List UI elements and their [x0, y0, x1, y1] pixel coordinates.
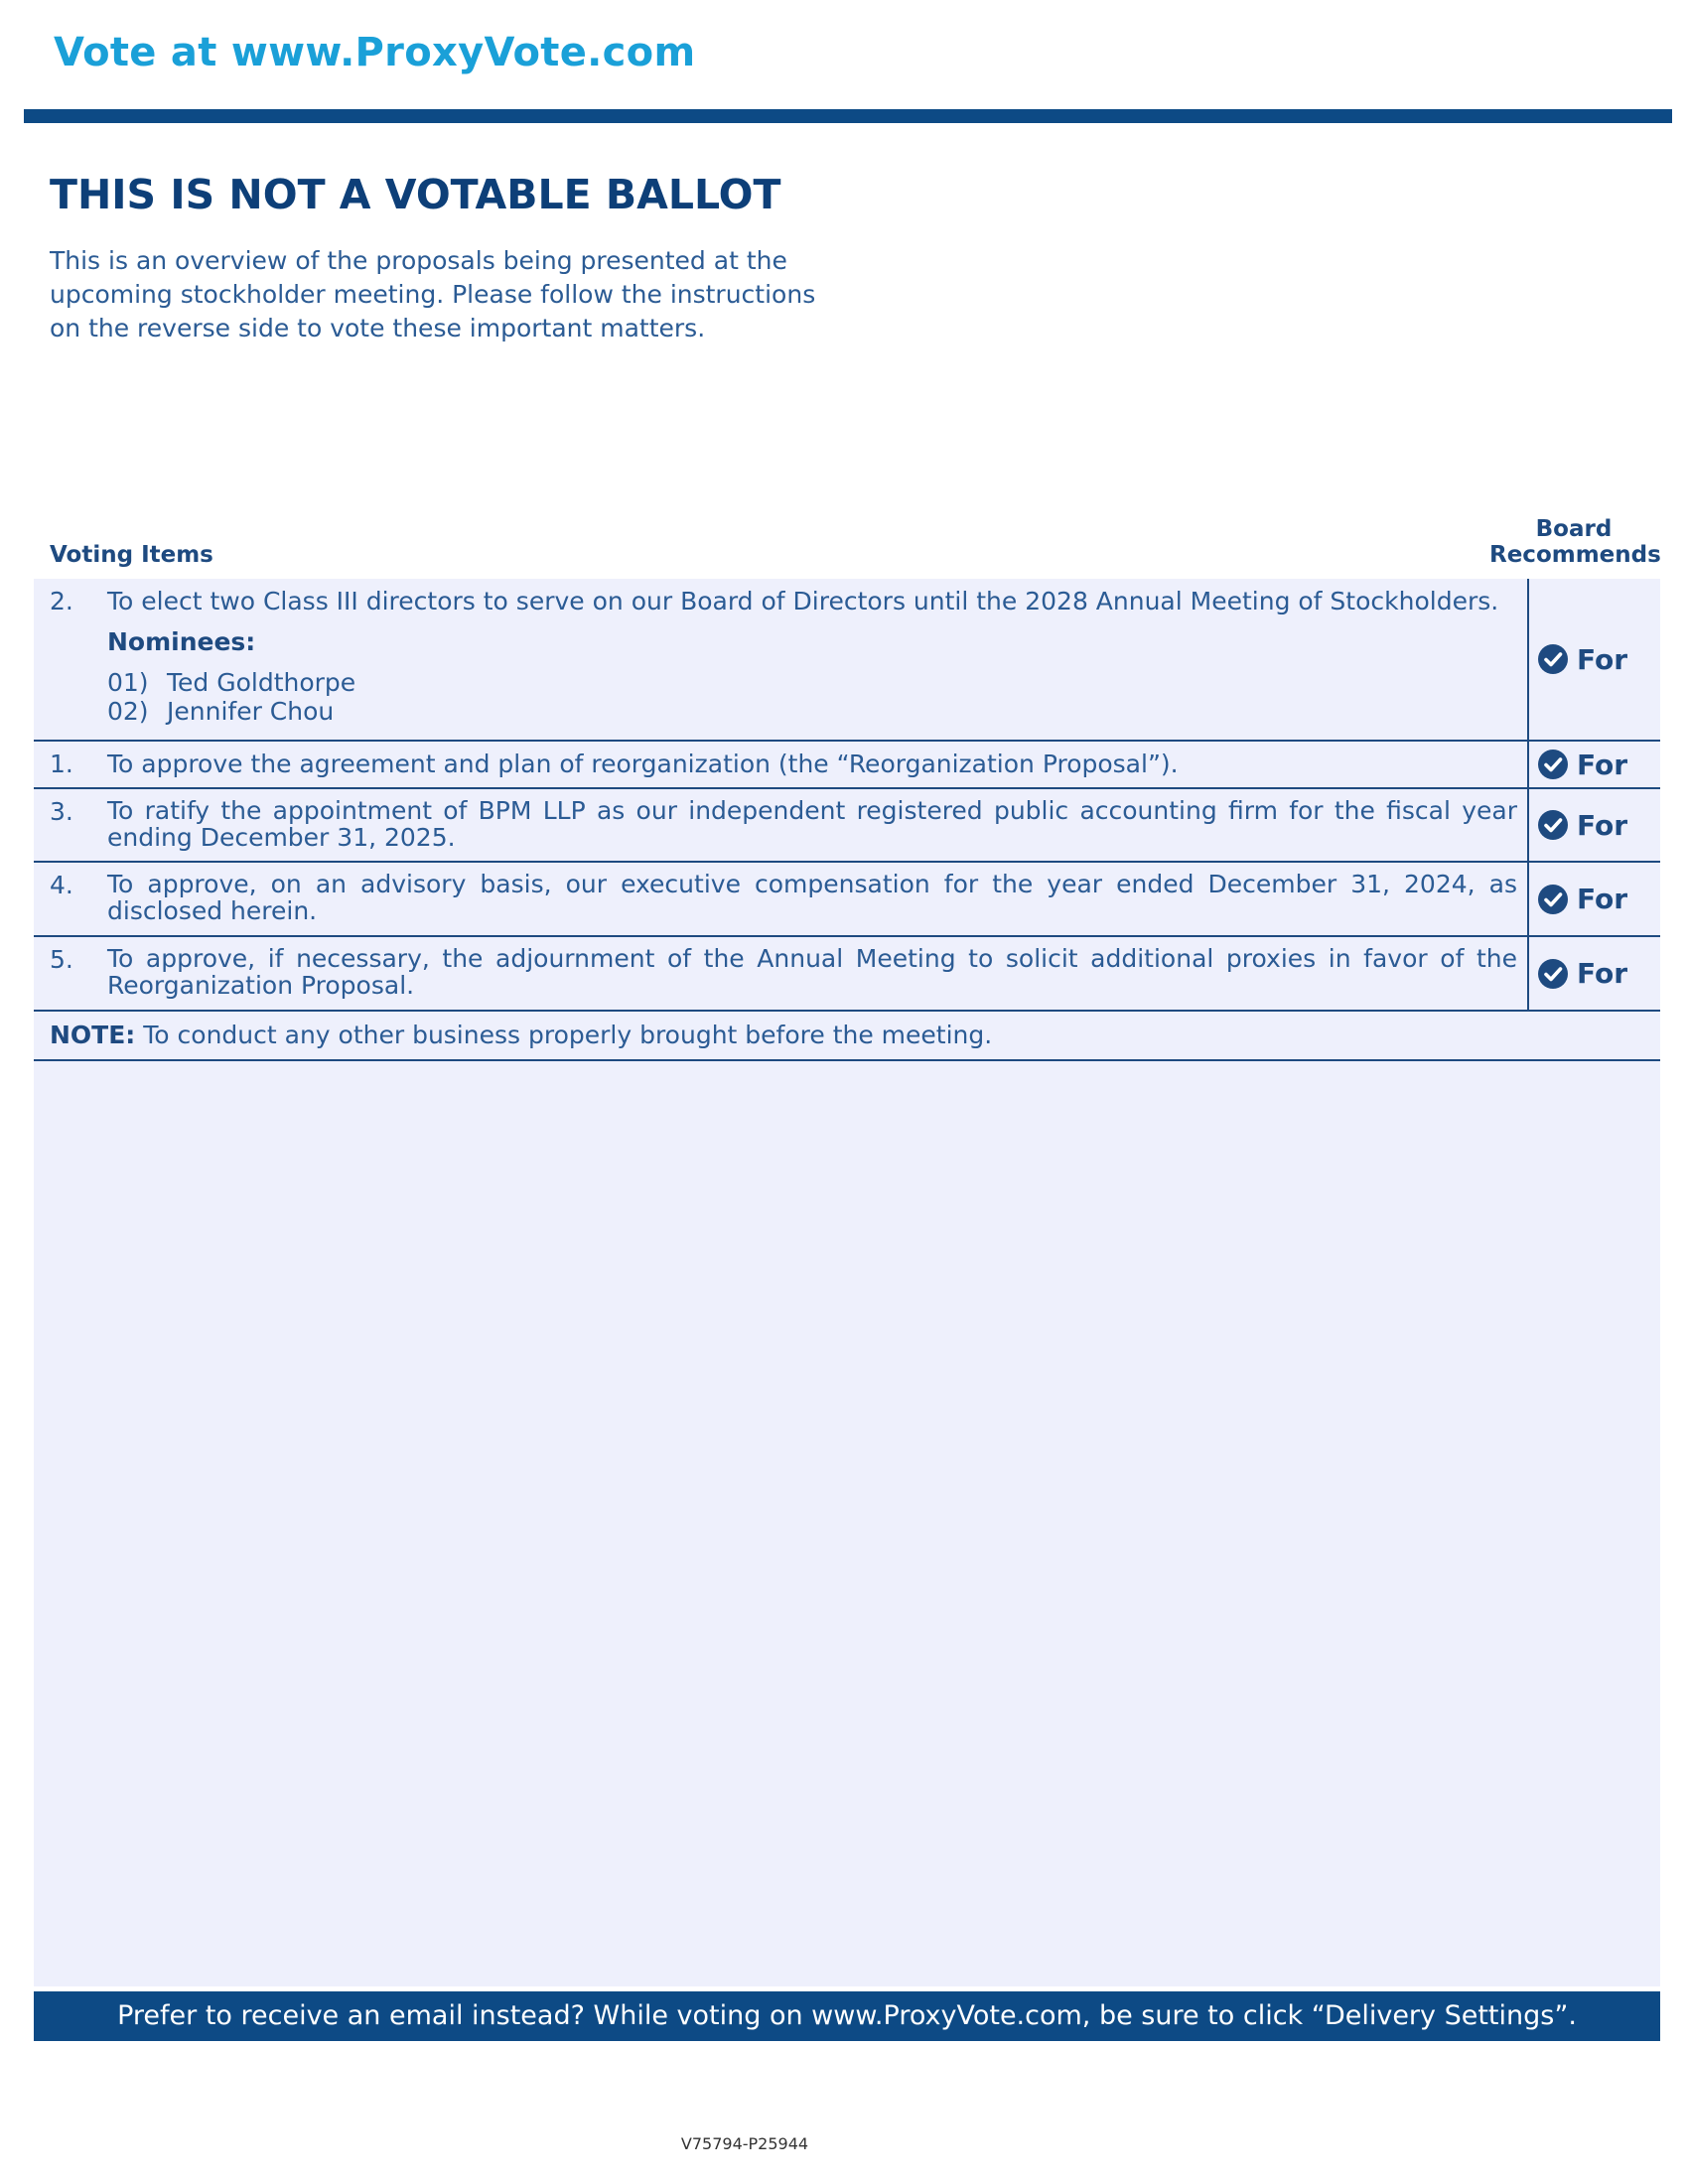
- check-circle-icon: [1537, 958, 1569, 990]
- proposal-row: [34, 863, 1660, 937]
- recommendation-cell: [1527, 742, 1660, 787]
- nominee-number: 01): [107, 668, 149, 697]
- board-recommends-header: [1489, 516, 1661, 568]
- proposal-row: [34, 937, 1660, 1012]
- board-recommends-line2: Recommends: [1489, 542, 1661, 568]
- header-title: Vote at www.ProxyVote.com: [54, 30, 696, 75]
- proposal-text: [107, 587, 1527, 740]
- proposal-text: To ratify the appointment of BPM LLP as our independent registered public accounting firm for the fiscal year ending December 31, 2025.: [107, 796, 1517, 852]
- proposal-row: [34, 742, 1660, 789]
- proposal-row: [34, 789, 1660, 863]
- nominee-name: Jennifer Chou: [167, 697, 335, 726]
- proposal-number: 1.: [50, 750, 73, 778]
- proposal-description: To elect two Class III directors to serve on our Board of Directors until the 2028 Annual Meeting of Stockholders.: [107, 587, 1499, 615]
- proposal-number: 3.: [50, 797, 73, 826]
- recommendation-cell: [1527, 579, 1660, 740]
- header-divider: [24, 109, 1672, 123]
- proposal-text: To approve, if necessary, the adjournment of the Annual Meeting to solicit additional proxies in favor of the Reorganization Proposal.: [107, 944, 1517, 1000]
- recommendation-label: For: [1577, 642, 1628, 676]
- email-delivery-banner: Prefer to receive an email instead? While voting on www.ProxyVote.com, be sure to click “Delivery Settings”.: [34, 1991, 1660, 2041]
- recommendation-cell: [1527, 863, 1660, 935]
- proposal-number: 5.: [50, 945, 73, 974]
- check-circle-icon: [1537, 884, 1569, 915]
- recommendation-label: For: [1577, 808, 1628, 842]
- recommendation-label: For: [1577, 883, 1628, 915]
- recommendation-cell: [1527, 789, 1660, 861]
- ballot-heading: THIS IS NOT A VOTABLE BALLOT: [50, 171, 781, 218]
- proposal-row: [34, 579, 1660, 742]
- check-circle-icon: [1537, 643, 1569, 675]
- intro-text: This is an overview of the proposals being presented at the upcoming stockholder meeting. Please follow the instructions on the reverse side to vote these important matters.: [50, 246, 816, 342]
- note-label: NOTE:: [50, 1021, 136, 1049]
- nominees-label: Nominees:: [107, 627, 256, 656]
- note-row: [34, 1012, 1660, 1061]
- check-circle-icon: [1537, 809, 1569, 841]
- recommendation-label: For: [1577, 957, 1628, 990]
- board-recommends-line1: Board: [1535, 516, 1613, 542]
- recommendation-label: For: [1577, 748, 1628, 781]
- nominee-name: Ted Goldthorpe: [167, 668, 356, 697]
- recommendation-cell: [1527, 937, 1660, 1010]
- proposal-number: 4.: [50, 871, 73, 899]
- proposal-text: To approve, on an advisory basis, our executive compensation for the year ended December 31, 2024, as disclosed herein.: [107, 870, 1517, 925]
- nominee-number: 02): [107, 697, 149, 726]
- voting-items-header: Voting Items: [50, 542, 213, 568]
- proposals-table: [34, 579, 1660, 1061]
- nominee-item: [107, 697, 1517, 726]
- proposal-text: To approve the agreement and plan of reorganization (the “Reorganization Proposal”).: [107, 750, 1179, 778]
- nominee-item: [107, 668, 1517, 697]
- proposal-number: 2.: [50, 587, 73, 615]
- note-text: To conduct any other business properly brought before the meeting.: [135, 1021, 993, 1049]
- check-circle-icon: [1537, 749, 1569, 780]
- document-code: V75794-P25944: [680, 2134, 809, 2153]
